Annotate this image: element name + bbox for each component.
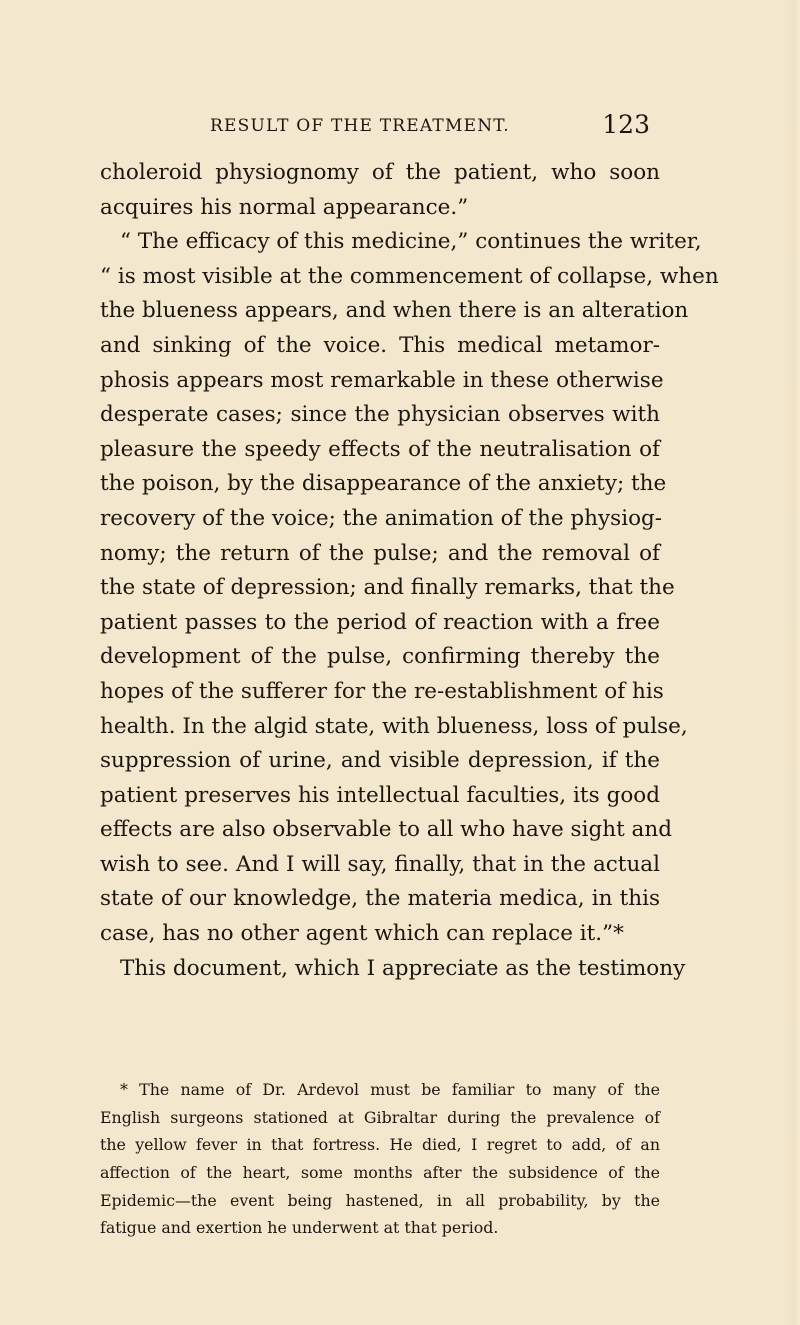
text-line: patient passes to the period of reaction with a free	[100, 609, 660, 635]
text-line: pleasure the speedy effects of the neutralisation of	[100, 436, 660, 462]
footnote-line: the yellow fever in that fortress. He died, I regret to add, of an	[100, 1135, 660, 1155]
page-edge-shadow	[786, 0, 800, 1325]
footnote-line: fatigue and exertion he underwent at that period.	[100, 1218, 499, 1238]
text-line: “ The efficacy of this medicine,” continues the writer,	[120, 229, 702, 255]
text-line: desperate cases; since the physician observes with	[100, 402, 660, 428]
running-head: RESULT OF THE TREATMENT.	[210, 116, 510, 136]
text-line: health. In the algid state, with blueness, loss of pulse,	[100, 713, 688, 739]
text-line: “ is most visible at the commencement of collapse, when	[100, 263, 719, 289]
text-line: This document, which I appreciate as the testimony	[120, 955, 686, 981]
text-line: patient preserves his intellectual faculties, its good	[100, 782, 660, 808]
footnote	[100, 1076, 660, 1242]
text-line: nomy; the return of the pulse; and the removal of	[100, 540, 660, 566]
footnote-line: * The name of Dr. Ardevol must be familiar to many of the	[120, 1080, 660, 1099]
page-header	[210, 110, 650, 146]
text-line: and sinking of the voice. This medical metamor-	[100, 332, 660, 358]
text-line: hopes of the sufferer for the re-establishment of his	[100, 678, 664, 704]
text-line: wish to see. And I will say, finally, that in the actual	[100, 851, 660, 877]
text-line: the poison, by the disappearance of the anxiety; the	[100, 471, 667, 497]
text-line: development of the pulse, confirming thereby the	[100, 644, 660, 670]
text-line: the state of depression; and finally remarks, that the	[100, 575, 675, 601]
text-line: recovery of the voice; the animation of the physiog-	[100, 505, 663, 531]
text-line: suppression of urine, and visible depression, if the	[100, 748, 660, 774]
text-line: choleroid physiognomy of the patient, who soon	[100, 160, 660, 185]
text-line: case, has no other agent which can replace it.”*	[100, 921, 624, 947]
footnote-line: Epidemic—the event being hastened, in all probability, by the	[100, 1190, 660, 1210]
page-number: 123	[602, 110, 650, 139]
footnote-line: English surgeons stationed at Gibraltar during the prevalence of	[100, 1107, 660, 1127]
footnote-line: affection of the heart, some months after the subsidence of the	[100, 1163, 660, 1183]
body-text	[100, 156, 719, 986]
text-line: phosis appears most remarkable in these otherwise	[100, 367, 664, 393]
text-line: effects are also observable to all who have sight and	[100, 817, 672, 843]
text-line: acquires his normal appearance.”	[100, 194, 469, 220]
text-line: state of our knowledge, the materia medica, in this	[100, 886, 660, 912]
text-line: the blueness appears, and when there is an alteration	[100, 298, 689, 324]
